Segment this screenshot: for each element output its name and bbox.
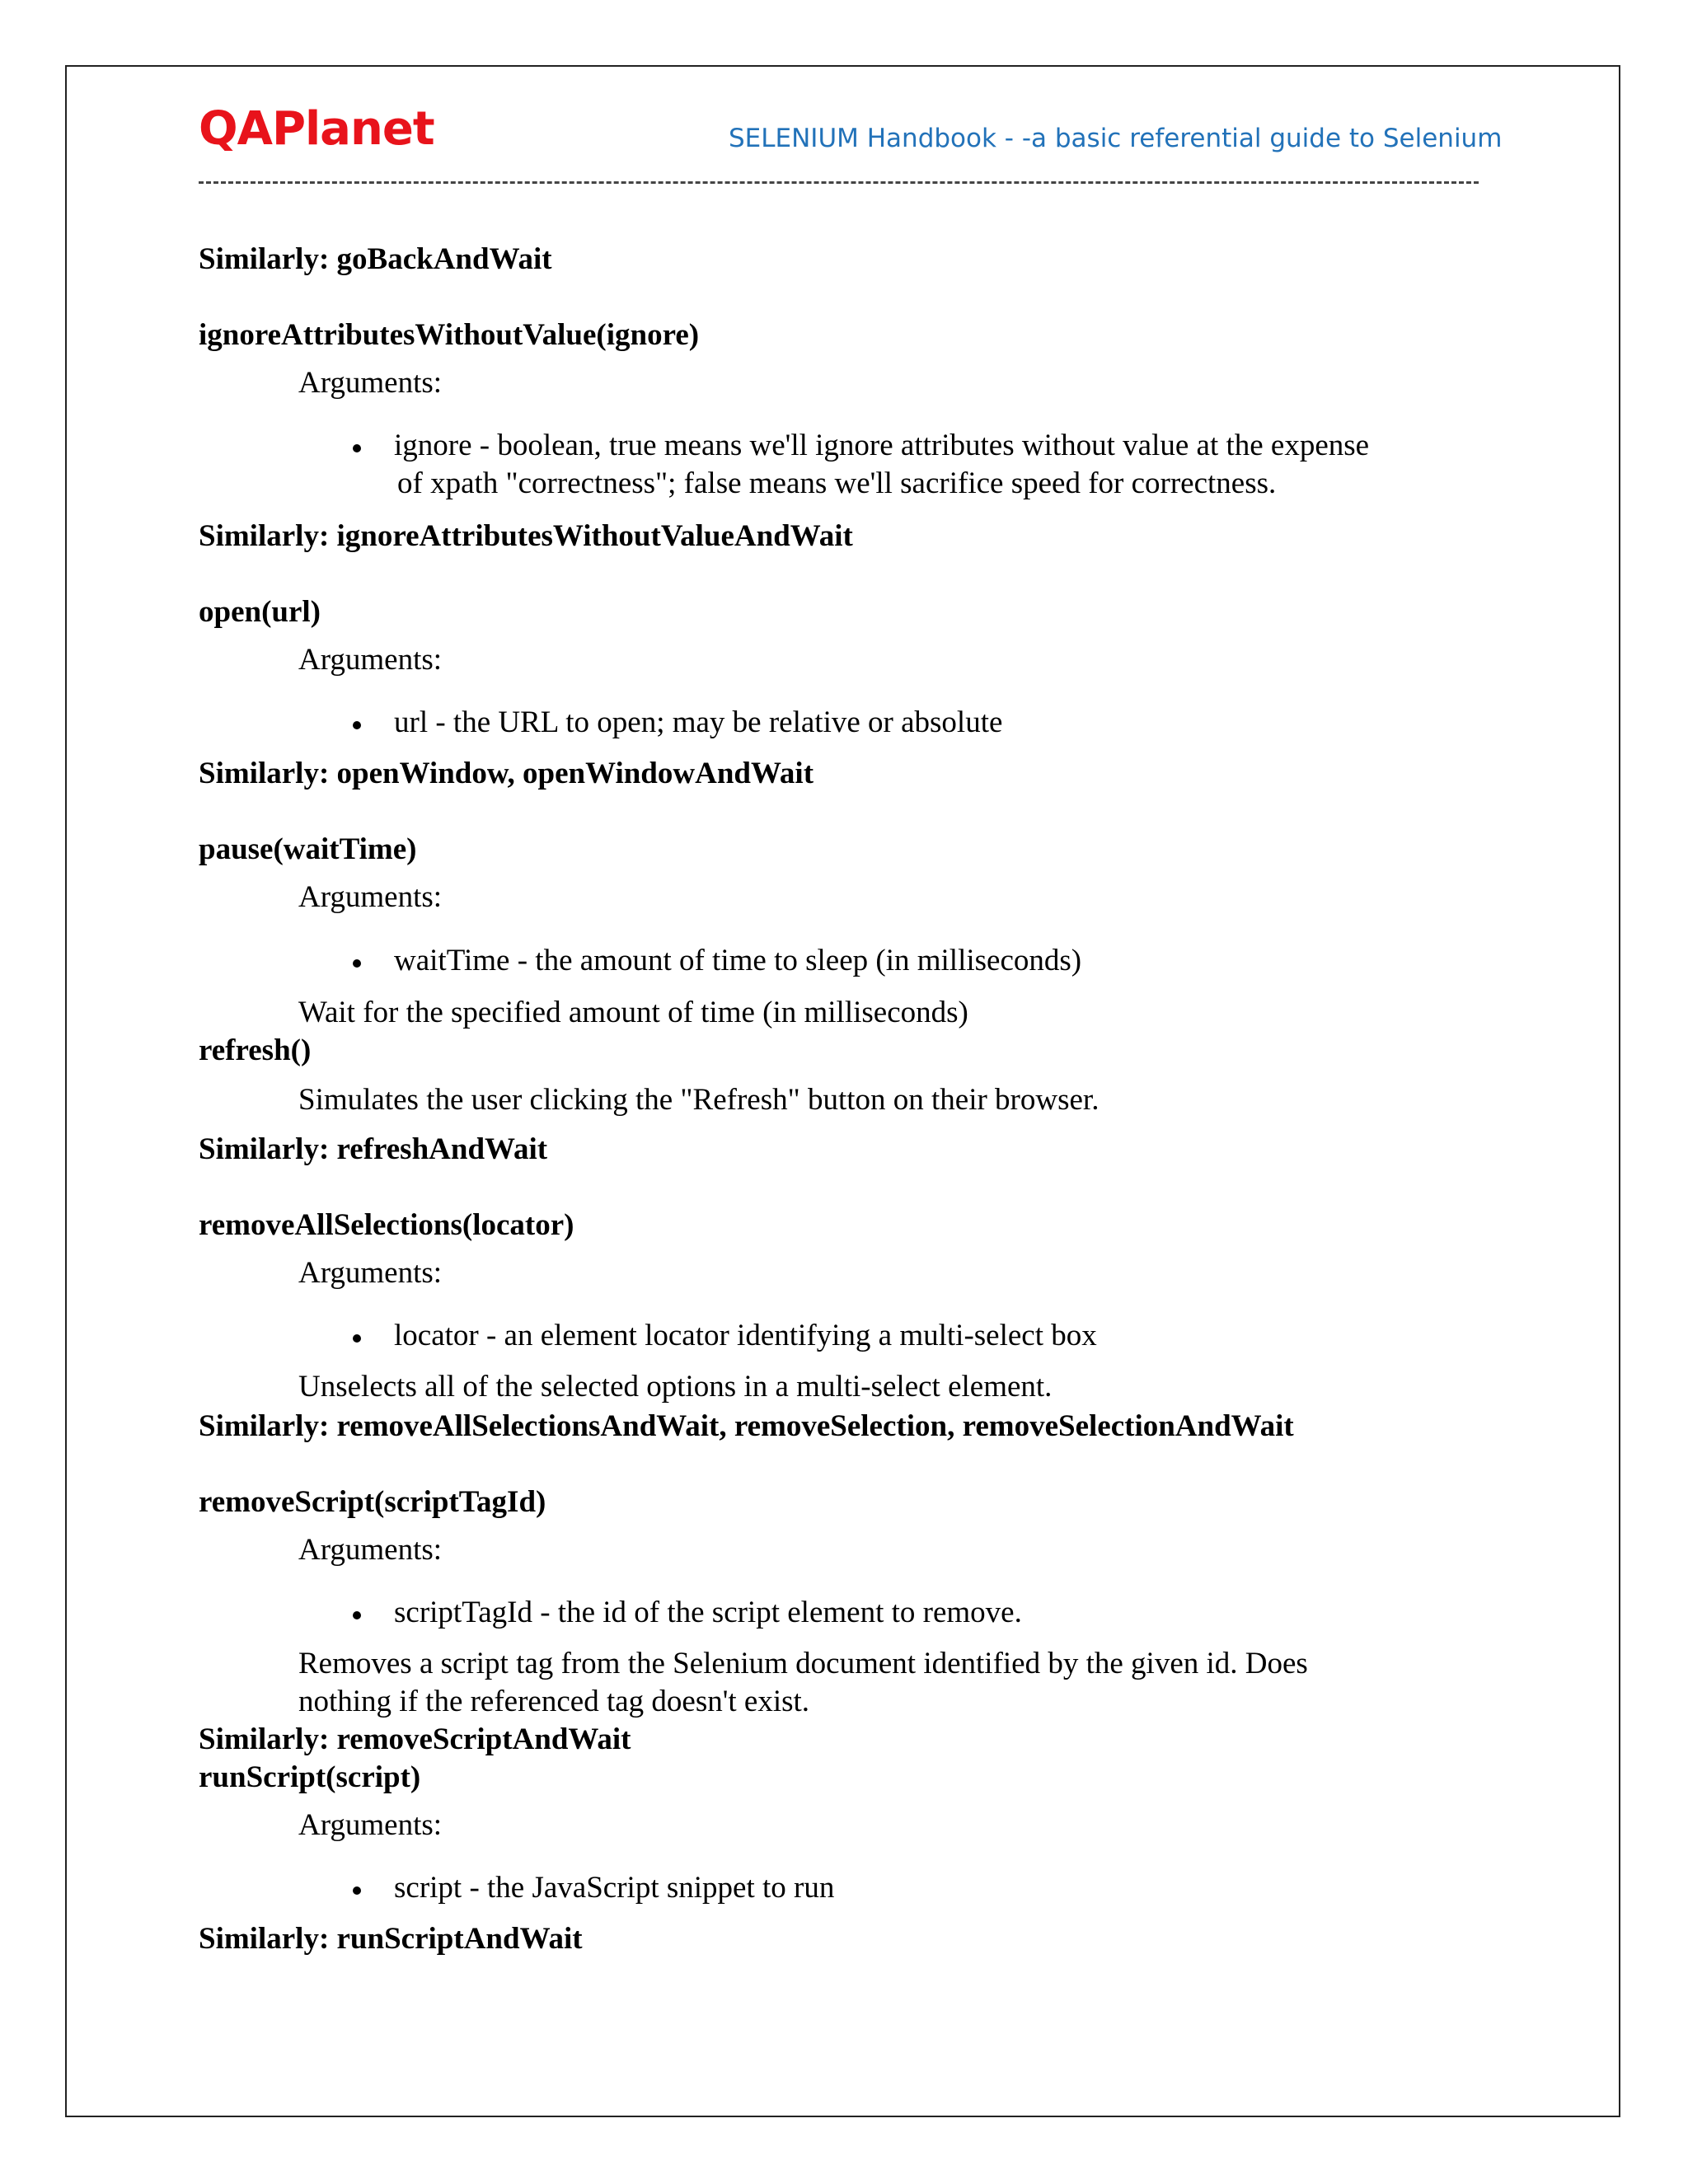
- argument-item: url - the URL to open; may be relative or absolute: [394, 705, 1003, 739]
- method-pause: pause(waitTime): [199, 832, 417, 866]
- bullet-icon: [353, 1334, 361, 1343]
- method-run-script: runScript(script): [199, 1760, 421, 1794]
- method-description-continued: nothing if the referenced tag doesn't exist.: [298, 1685, 810, 1718]
- arguments-label: Arguments:: [298, 366, 443, 400]
- argument-item: locator - an element locator identifying a multi-select box: [394, 1319, 1097, 1352]
- brand-logo-text: QAPlanet: [199, 102, 434, 156]
- arguments-label: Arguments:: [298, 1533, 443, 1567]
- argument-item: scriptTagId - the id of the script element to remove.: [394, 1596, 1022, 1629]
- arguments-label: Arguments:: [298, 880, 443, 914]
- similar-remove-script: Similarly: removeScriptAndWait: [199, 1722, 631, 1756]
- method-description: Wait for the specified amount of time (in milliseconds): [298, 996, 968, 1029]
- similar-run-script: Similarly: runScriptAndWait: [199, 1922, 583, 1956]
- arguments-label: Arguments:: [298, 1256, 443, 1290]
- method-remove-all-selections: removeAllSelections(locator): [199, 1208, 574, 1242]
- method-open: open(url): [199, 595, 321, 629]
- method-remove-script: removeScript(scriptTagId): [199, 1485, 546, 1519]
- arguments-label: Arguments:: [298, 643, 443, 677]
- bullet-icon: [353, 721, 361, 729]
- bullet-icon: [353, 444, 361, 452]
- similar-ignore-attributes: Similarly: ignoreAttributesWithoutValueAndWait: [199, 519, 853, 553]
- argument-item: waitTime - the amount of time to sleep (in milliseconds): [394, 944, 1082, 977]
- bullet-icon: [353, 1886, 361, 1895]
- arguments-label: Arguments:: [298, 1808, 443, 1842]
- method-refresh: refresh(): [199, 1033, 312, 1067]
- method-description: Unselects all of the selected options in a multi-select element.: [298, 1370, 1053, 1404]
- argument-item: script - the JavaScript snippet to run: [394, 1871, 835, 1905]
- bullet-icon: [353, 959, 361, 968]
- header-subtitle: SELENIUM Handbook - -a basic referential guide to Selenium: [729, 124, 1503, 153]
- similar-goback: Similarly: goBackAndWait: [199, 242, 552, 276]
- argument-item-continued: of xpath "correctness"; false means we'll sacrifice speed for correctness.: [397, 466, 1277, 500]
- method-description: Simulates the user clicking the "Refresh" button on their browser.: [298, 1083, 1100, 1117]
- bullet-icon: [353, 1611, 361, 1619]
- similar-refresh: Similarly: refreshAndWait: [199, 1132, 548, 1166]
- argument-item: ignore - boolean, true means we'll ignore attributes without value at the expense: [394, 429, 1370, 462]
- header-divider: [199, 181, 1479, 184]
- similar-open: Similarly: openWindow, openWindowAndWait: [199, 757, 814, 790]
- method-description: Removes a script tag from the Selenium document identified by the given id. Does: [298, 1647, 1308, 1680]
- method-ignore-attributes: ignoreAttributesWithoutValue(ignore): [199, 318, 700, 352]
- similar-remove-all-selections: Similarly: removeAllSelectionsAndWait, removeSelection, removeSelectionAndWait: [199, 1409, 1294, 1443]
